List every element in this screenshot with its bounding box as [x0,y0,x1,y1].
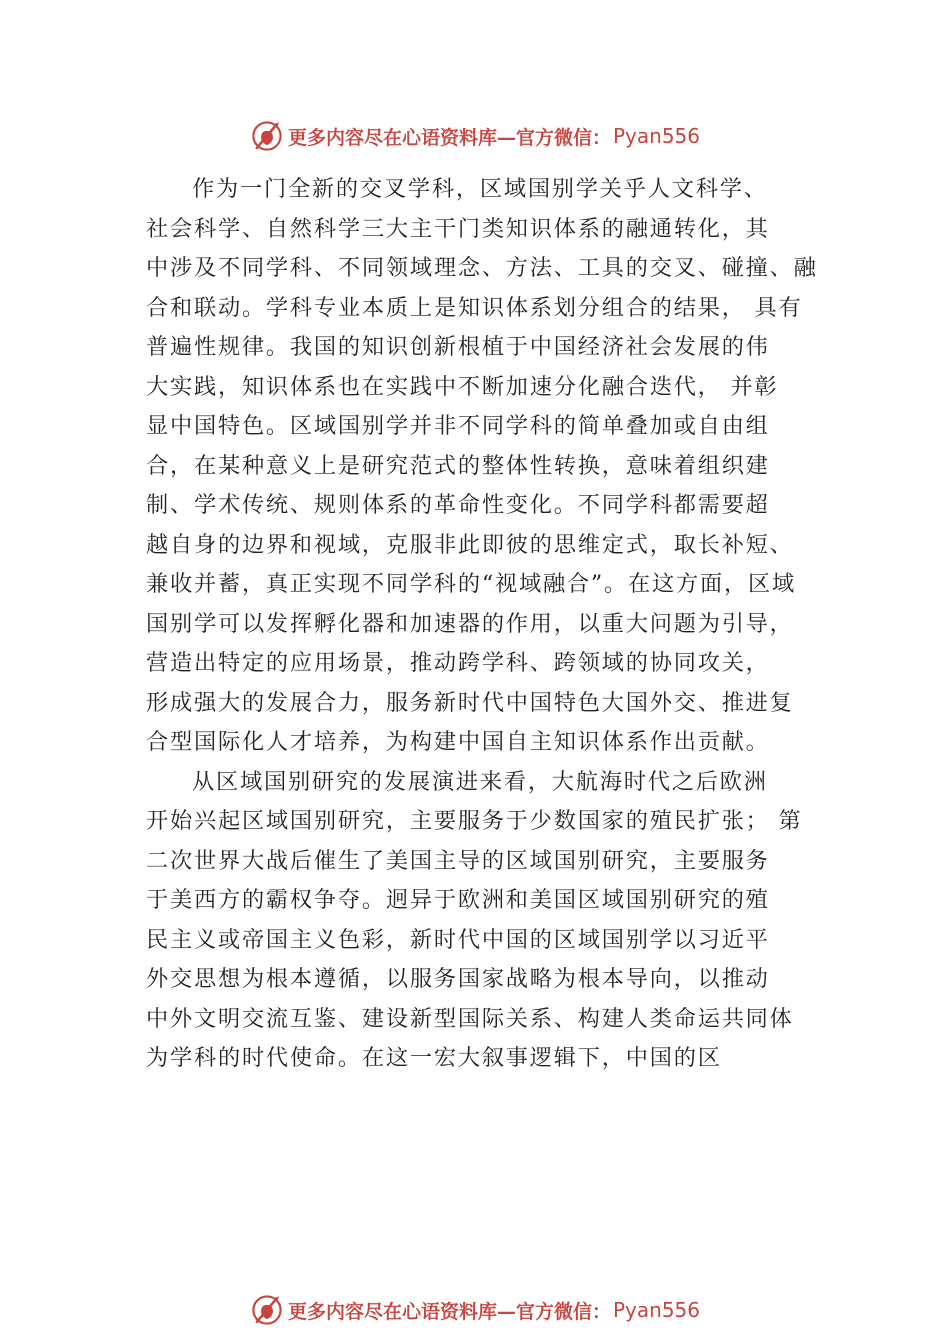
header-watermark [0,116,950,156]
text-line: 合型国际化人才培养，为构建中国自主知识体系作出贡献。 [146,729,770,755]
text-line: 营造出特定的应用场景，推动跨学科、跨领域的协同攻关， [146,650,770,676]
text-line: 普遍性规律。我国的知识创新根植于中国经济社会发展的伟 [146,334,770,360]
text-line: 民主义或帝国主义色彩，新时代中国的区域国别学以习近平 [146,926,770,953]
text-line: 外交思想为根本遵循，以服务国家战略为根本导向，以推动 [146,966,770,992]
text-line: 作为一门全新的交叉学科，区域国别学关乎人文科学、 [192,176,768,202]
pen-heart-logo-icon [250,1293,284,1327]
text-line: 制、学术传统、规则体系的革命性变化。不同学科都需要超 [146,492,770,518]
footer-watermark [0,1290,950,1330]
text-line: 中涉及不同学科、不同领域理念、方法、工具的交叉、碰撞、融 [146,255,818,281]
text-line: 社会科学、自然科学三大主干门类知识体系的融通转化，其 [146,215,770,242]
watermark-account: Pyan556 [613,124,701,148]
document-body [146,170,824,1079]
paragraph-1 [146,170,824,763]
text-line: 国别学可以发挥孵化器和加速器的作用，以重大问题为引导， [146,610,794,637]
text-line: 显中国特色。区域国别学并非不同学科的简单叠加或自由组 [146,413,770,439]
text-line: 中外文明交流互鉴、建设新型国际关系、构建人类命运共同体 [146,1005,794,1032]
text-line: 为学科的时代使命。在这一宏大叙事逻辑下，中国的区 [146,1045,722,1071]
text-line: 越自身的边界和视域，克服非此即彼的思维定式，取长补短、 [146,531,794,558]
text-line: 从区域国别研究的发展演进来看，大航海时代之后欧洲 [192,768,768,795]
paragraph-2 [146,763,824,1079]
text-line: 于美西方的霸权争夺。迥异于欧洲和美国区域国别研究的殖 [146,887,770,913]
watermark-site-text: 更多内容尽在心语资料库—官方微信： [287,1300,611,1323]
watermark-account: Pyan556 [613,1298,701,1322]
watermark-site-text: 更多内容尽在心语资料库—官方微信： [287,126,611,149]
pen-heart-logo-icon [250,119,284,153]
text-line: 合，在某种意义上是研究范式的整体性转换，意味着组织建 [146,452,770,479]
text-line: 二次世界大战后催生了美国主导的区域国别研究，主要服务 [146,847,770,874]
text-line: 合和联动。学科专业本质上是知识体系划分组合的结果， 具有 [146,294,803,321]
text-line: 开始兴起区域国别研究，主要服务于少数国家的殖民扩张； 第 [146,808,803,834]
text-line: 兼收并蓄，真正实现不同学科的“视域融合”。在这方面，区域 [146,571,796,597]
text-line: 大实践，知识体系也在实践中不断加速分化融合迭代， 并彰 [146,373,779,400]
text-line: 形成强大的发展合力，服务新时代中国特色大国外交、推进复 [146,689,794,716]
